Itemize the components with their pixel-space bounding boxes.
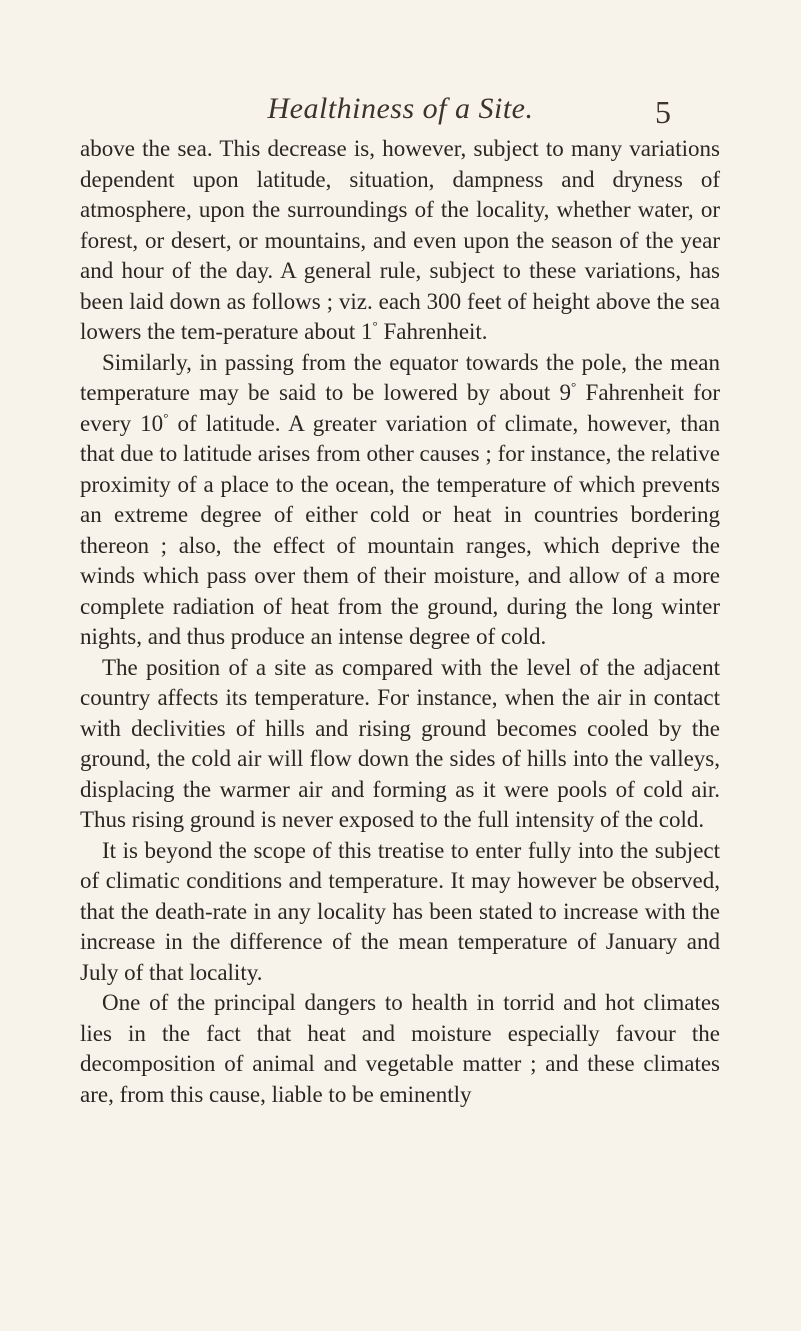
paragraph: It is beyond the scope of this treatise to enter fully into the subject of climatic conditions and temperature. It may however be observed, that the death-rate in any locality has been stated to increase with the increase in the difference of the mean temperature of January and July of that locality.	[80, 837, 720, 985]
paragraph: The position of a site as compared with the level of the adjacent country affects its temperature. For instance, when the air in contact with declivities of hills and rising ground becomes cooled by the ground, the cold air will flow down the sides of hills into the valleys, displacing the warmer air and forming as it were pools of cold air. Thus rising ground is never exposed to the full intensity of the cold.	[80, 654, 720, 832]
paragraph: One of the principal dangers to health in torrid and hot climates lies in the fact that heat and moisture especially favour the decomposition of animal and vegetable matter ; and these climates are, from this cause, liable to be eminently	[80, 990, 720, 1107]
running-title: Healthiness of a Site.	[267, 92, 534, 125]
body-text	[80, 134, 720, 1110]
degree-sign: °	[163, 409, 169, 425]
page-number: 5	[655, 94, 671, 130]
degree-sign: °	[372, 318, 378, 333]
degree-sign: °	[571, 379, 577, 394]
paragraph: above the sea. This decrease is, however, subject to many variations dependent upon latitude, situation, dampness and dryness of atmosphere, upon the surroundings of the locality, whether water, or forest, or desert, or mountains, and even upon the season of the year and hour of the day. A general rule, subject to these variations, has been laid down as follows ; viz. each 300 feet of height above the sea lowers the tem-perature about 1° Fahrenheit.	[80, 136, 720, 344]
paragraph: Similarly, in passing from the equator towards the pole, the mean temperature may be said to be lowered by about 9° Fahrenheit for every 10° of latitude. A greater variation of climate, however, than that due to latitude arises from other causes ; for instance, the relative proximity of a place to the ocean, the temperature of which prevents an extreme degree of either cold or heat in countries bordering thereon ; also, the effect of mountain ranges, which deprive the winds which pass over them of their moisture, and allow of a more complete radiation of heat from the ground, during the long winter nights, and thus produce an intense degree of cold.	[80, 349, 721, 649]
page-header	[0, 92, 801, 136]
